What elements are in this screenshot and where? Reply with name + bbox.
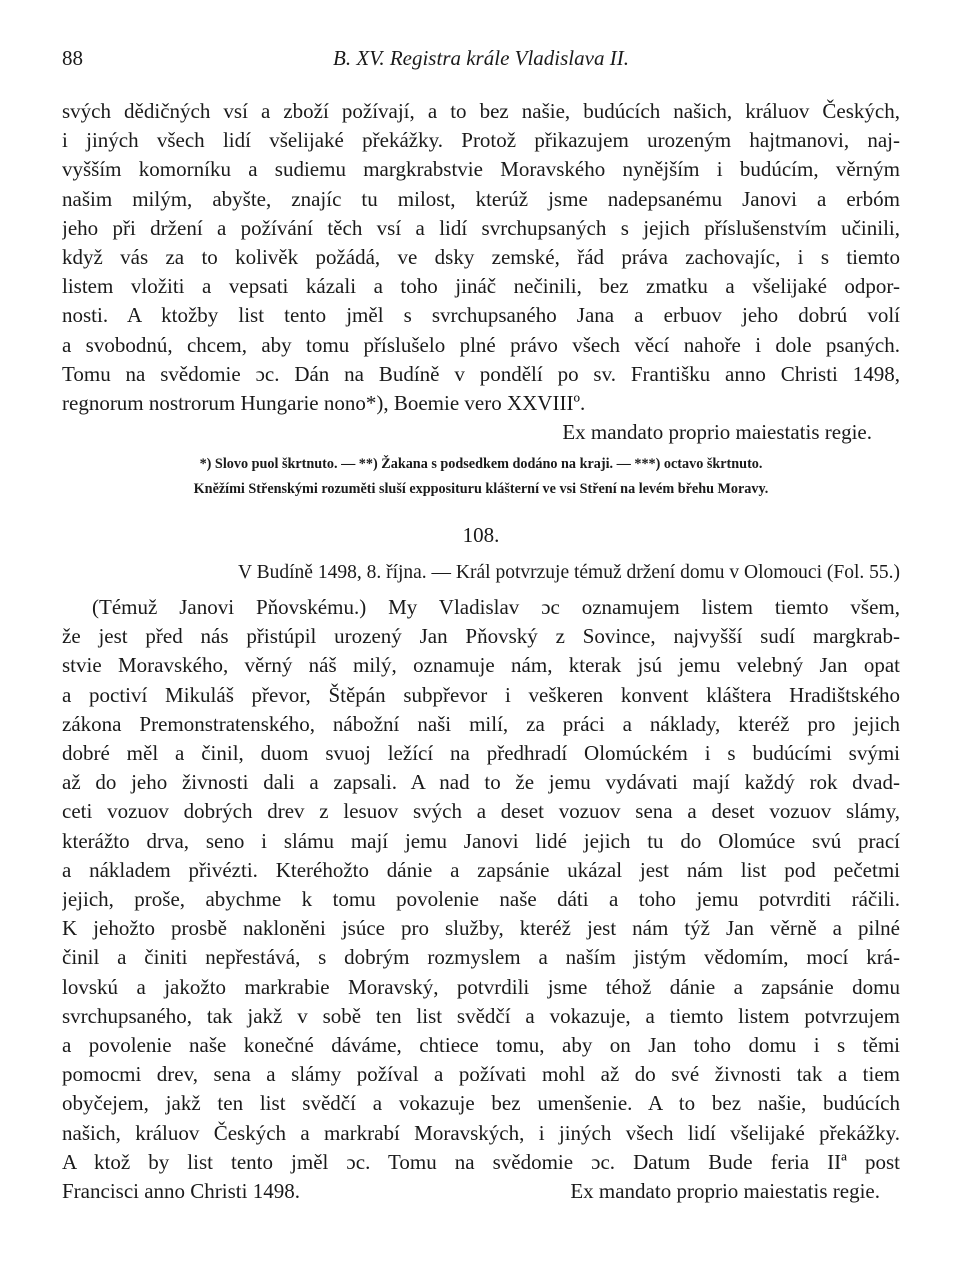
text-line: a svobodnú, chcem, aby tomu příslušelo plné právo všech věcí nahoře i dole psaných. — [62, 332, 900, 357]
paragraph-continuation — [62, 97, 900, 447]
footnote-line: Kněžími Střenskými rozuměti sluší expposituru klášterní ve vsi Stření na levém břehu Moravy. — [193, 481, 769, 497]
page-number: 88 — [62, 46, 83, 70]
text-line: a nákladem přivézti. Kteréhožto dánie a zapsánie ukázal jest nám list pod pečetmi — [62, 857, 900, 882]
text-line: (Témuž Janovi Pňovskému.) My Vladislav ɔc oznamujem listem tiemto všem, — [92, 595, 900, 619]
final-line-left: Francisci anno Christi 1498. — [62, 1179, 300, 1204]
running-title: B. XV. Registra krále Vladislava II. — [333, 46, 629, 70]
text-line: dobré měl a činil, duom svuoj ležící na předhradí Olomúckém i s budúcími svými — [62, 741, 900, 766]
text-line: svých dědičných vsí a zboží požívají, a to bez našie, budúcích našich, králuov Českých, — [62, 99, 900, 123]
text-line: vyšším komorníku a sudiemu margkrabstvie Moravského nynějším i budúcím, věrným — [62, 157, 900, 182]
text-line: kterážto drva, seno i slámu mají jemu Janovi lidé jejich tu do Olomúce svú prací — [62, 828, 900, 853]
text-line: Tomu na svědomie ɔc. Dán na Budíně v pondělí po sv. Františku anno Christi 1498, — [62, 361, 900, 386]
text-line: obyčejem, jakž ten list svědčí a vokazuje bez umenšenie. A to bez našie, budúcích — [62, 1091, 900, 1116]
text-line: našich, králuov Českých a markrabí Moravských, i jiných všech lidí všelijaké překážky. — [62, 1120, 900, 1145]
text-line: že jest před nás přistúpil urozený Jan Pňovský z Sovince, najvyšší sudí margkrab- — [62, 624, 900, 649]
text-line: jejich, proše, abychme k tomu povolenie naše dáti a toho jemu potvrditi ráčili. — [62, 887, 900, 912]
text-line: činil a činiti nepřestává, s dobrým rozmyslem a naším jistým vědomím, mocí krá- — [62, 945, 900, 970]
final-line-right: Ex mandato proprio maiestatis regie. — [570, 1179, 880, 1204]
text-line: A ktož by list tento jměl ɔc. Tomu na svědomie ɔc. Datum Bude feria IIª post — [62, 1149, 900, 1174]
footnote-line: *) Slovo puol škrtnuto. — **) Žakana s podsedkem dodáno na kraji. — ***) octavo škrtnuto. — [199, 456, 763, 472]
text-line: lovskú a jakožto markrabie Moravský, potvrdili jsme téhož dánie a zapsánie domu — [62, 974, 900, 999]
footnotes — [62, 452, 900, 502]
document-regest: V Budíně 1498, 8. října. — Král potvrzuje témuž držení domu v Olomouci (Fol. 55.) — [238, 562, 900, 583]
closing-formula: Ex mandato proprio maiestatis regie. — [562, 420, 872, 445]
text-line: nosti. A ktožby list tento jměl s svrchupsaného Jana a erbuov jeho dobrú volí — [62, 303, 900, 328]
text-line: když vás za to kolivěk požádá, ve dsky zemské, řád práva zachovajíc, i s tiemto — [62, 245, 900, 270]
text-line: a povolenie naše konečné dáváme, chtiece tomu, aby on Jan toho domu i s těmi — [62, 1033, 900, 1058]
document-text — [62, 593, 900, 1206]
text-line: našim milým, abyšte, znajíc tu milost, kterúž jsme nadepsanému Janovi a erbóm — [62, 186, 900, 211]
text-line: stvie Moravského, věrný náš milý, oznamuje nám, kterak jsú jemu velebný Jan opat — [62, 653, 900, 678]
document-number: 108. — [462, 523, 500, 547]
text-line: regnorum nostrorum Hungarie nono*), Boemie vero XXVIIIº. — [62, 391, 586, 416]
text-line: listem vložiti a vepsati kázali a toho jináč nečinili, bez zmatku a všelijaké odpor- — [62, 274, 900, 299]
text-line: zákona Premonstratenského, nábožní naši milí, za práci a náklady, kteréž pro jejich — [62, 711, 900, 736]
text-line: i jiných všech lidí všelijaké překážky. Protož přikazujem urozeným hajtmanovi, naj- — [62, 128, 900, 153]
text-line: až do jeho živnosti dali a zapsali. A nad to že jemu vydávati mají každý rok dvad- — [62, 770, 900, 795]
text-line: a poctiví Mikuláš převor, Štěpán subpřevor i veškeren konvent kláštera Hradištského — [62, 682, 900, 707]
text-line: svrchupsaného, tak jakž v sobě ten list svědčí a vokazuje, a tiemto listem potvrzujem — [62, 1003, 900, 1028]
text-line: ceti vozuov dobrých drev z lesuov svých a deset vozuov sena a deset vozuov slámy, — [62, 799, 900, 824]
final-line — [62, 1177, 900, 1206]
page-header — [62, 46, 900, 76]
text-line: pomocmi drev, sena a slámy požíval a požívati mohl až do své živnosti tak a tiem — [62, 1062, 900, 1087]
text-line: K jehožto prosbě nakloněni jsúce pro služby, kteréž jest nám týž Jan věrně a pilné — [62, 916, 900, 941]
text-line: jeho při držení a požívání těch vsí a lidí svrchupsaných s jejich příslušenstvím učinili, — [62, 215, 900, 240]
